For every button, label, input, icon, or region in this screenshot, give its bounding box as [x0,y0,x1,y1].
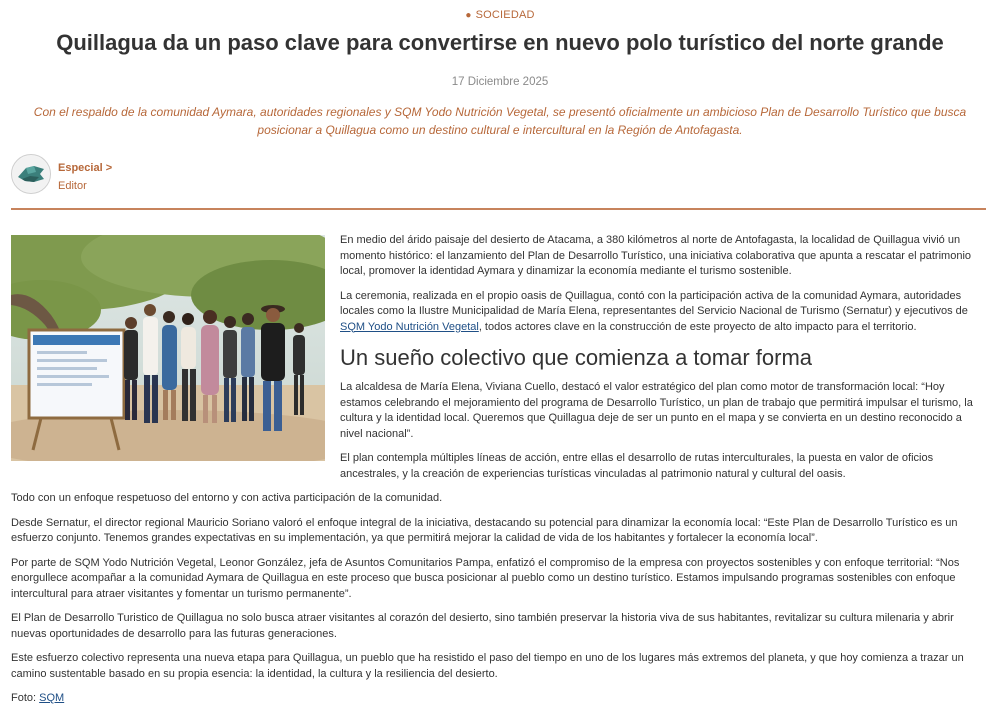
paragraph-6: Desde Sernatur, el director regional Mauricio Soriano valoró el enfoque integral de la iniciativa, destacando su potencial para dinamizar la economía local: “Este Plan de Desarrollo Turístico es un esfuerzo conjunto. Tenemos grandes expectativas en su implementación, ya que permitirá mejorar la calidad de vida de los habitantes y fortalecer la economía local”. [11,516,958,544]
paragraph-7: Por parte de SQM Yodo Nutrición Vegetal, Leonor González, jefa de Asuntos Comunitarios Pampa, enfatizó el compromiso de la empresa con proyectos sostenibles y con enfoque territorial: “Nos enorgullece acompañar a la comunidad Aymara de Quillagua en este proceso que busca posicionar al pueblo como un destino turístico. Estamos impulsando programas sostenibles con enfoque intercultural para atraer visitantes y fomentar un turismo permanente”. [11,556,960,600]
article-title: Quillagua da un paso clave para convertirse en nuevo polo turístico del norte grande [56,30,944,55]
photo-credit-label: Foto: [11,692,40,704]
sqm-link[interactable]: SQM Yodo Nutrición Vegetal [340,320,479,333]
article-body [11,233,987,716]
paragraph-9: Este esfuerzo colectivo representa una nueva etapa para Quillagua, un pueblo que ha resistido el paso del tiempo en uno de los lugares más extremos del planeta, y que hoy comienza a trazar un camino sustentable basado en su propia esencia: la identidad, la cultura y la resiliencia del desierto. [11,652,964,680]
paragraph-1: En medio del árido paisaje del desierto de Atacama, a 380 kilómetros al norte de Antofagasta, la localidad de Quillagua vivió un momento histórico: el lanzamiento del Plan de Desarrollo Turístico, una iniciativa colaborativa que apunta a rescatar el patrimonio local, promover la identidad Aymara y dinamizar la economía mediante el turismo sostenible. [340,234,972,277]
section-subheading: Un sueño colectivo que comienza a tomar forma [340,345,813,370]
paragraph-3: La alcaldesa de María Elena, Viviana Cuello, destacó el valor estratégico del plan como motor de transformación local: “Hoy estamos celebrando el mejoramiento del programa de Desarrollo Turístico, un plan de trabajo que permitirá impulsar el turismo, la cultura y la identidad local. Queremos que Quillagua deje de ser un punto en el mapa y se convierta en un destino reconocido a nivel nacional”. [340,381,973,440]
category-text[interactable]: SOCIEDAD [475,9,535,21]
photo-credit-link[interactable]: SQM [39,692,65,704]
bullet-icon: ● [465,10,472,21]
paragraph-5: Todo con un enfoque respetuoso del entorno y con activa participación de la comunidad. [11,492,443,504]
author-name-link[interactable]: Especial > [58,162,113,174]
author-avatar-icon[interactable] [11,154,51,194]
paragraph-8: El Plan de Desarrollo Turistico de Quillagua no solo busca atraer visitantes al corazón del desierto, sino también preservar la historia viva de sus habitantes, revitalizar su cultura milenaria y abrir nuevas oportunidades de desarrollo para las futuras generaciones. [11,612,954,640]
paragraph-2-text: La ceremonia, realizada en el propio oasis de Quillagua, contó con la participación activa de la comunidad Aymara, autoridades locales como la Ilustre Municipalidad de María Elena, representantes del Servicio Nacional de Turismo (Sernatur) y ejecutivos de [340,289,968,317]
category-label[interactable] [0,9,1000,21]
publish-date: 17 Diciembre 2025 [451,76,549,88]
paragraph-2-tail: , todos actores clave en la construcción de este proyecto de alto impacto para el territorio. [478,320,917,333]
article-lead: Con el respaldo de la comunidad Aymara, autoridades regionales y SQM Yodo Nutrición Vegetal, se presentó oficialmente un ambicioso Plan de Desarrollo Turístico que busca posicionar a Quillagua como un destino cultural e intercultural en la Región de Antofagasta. [33,105,967,137]
header-divider [11,208,986,210]
paragraph-4: El plan contempla múltiples líneas de acción, entre ellas el desarrollo de rutas interculturales, la puesta en valor de oficios ancestrales, y la creación de experiencias turísticas vinculadas al patrimonio natural y cultural del oasis. [340,452,934,480]
article-photo [11,235,325,461]
author-role: Editor [58,180,87,192]
photo-credit [11,691,987,707]
